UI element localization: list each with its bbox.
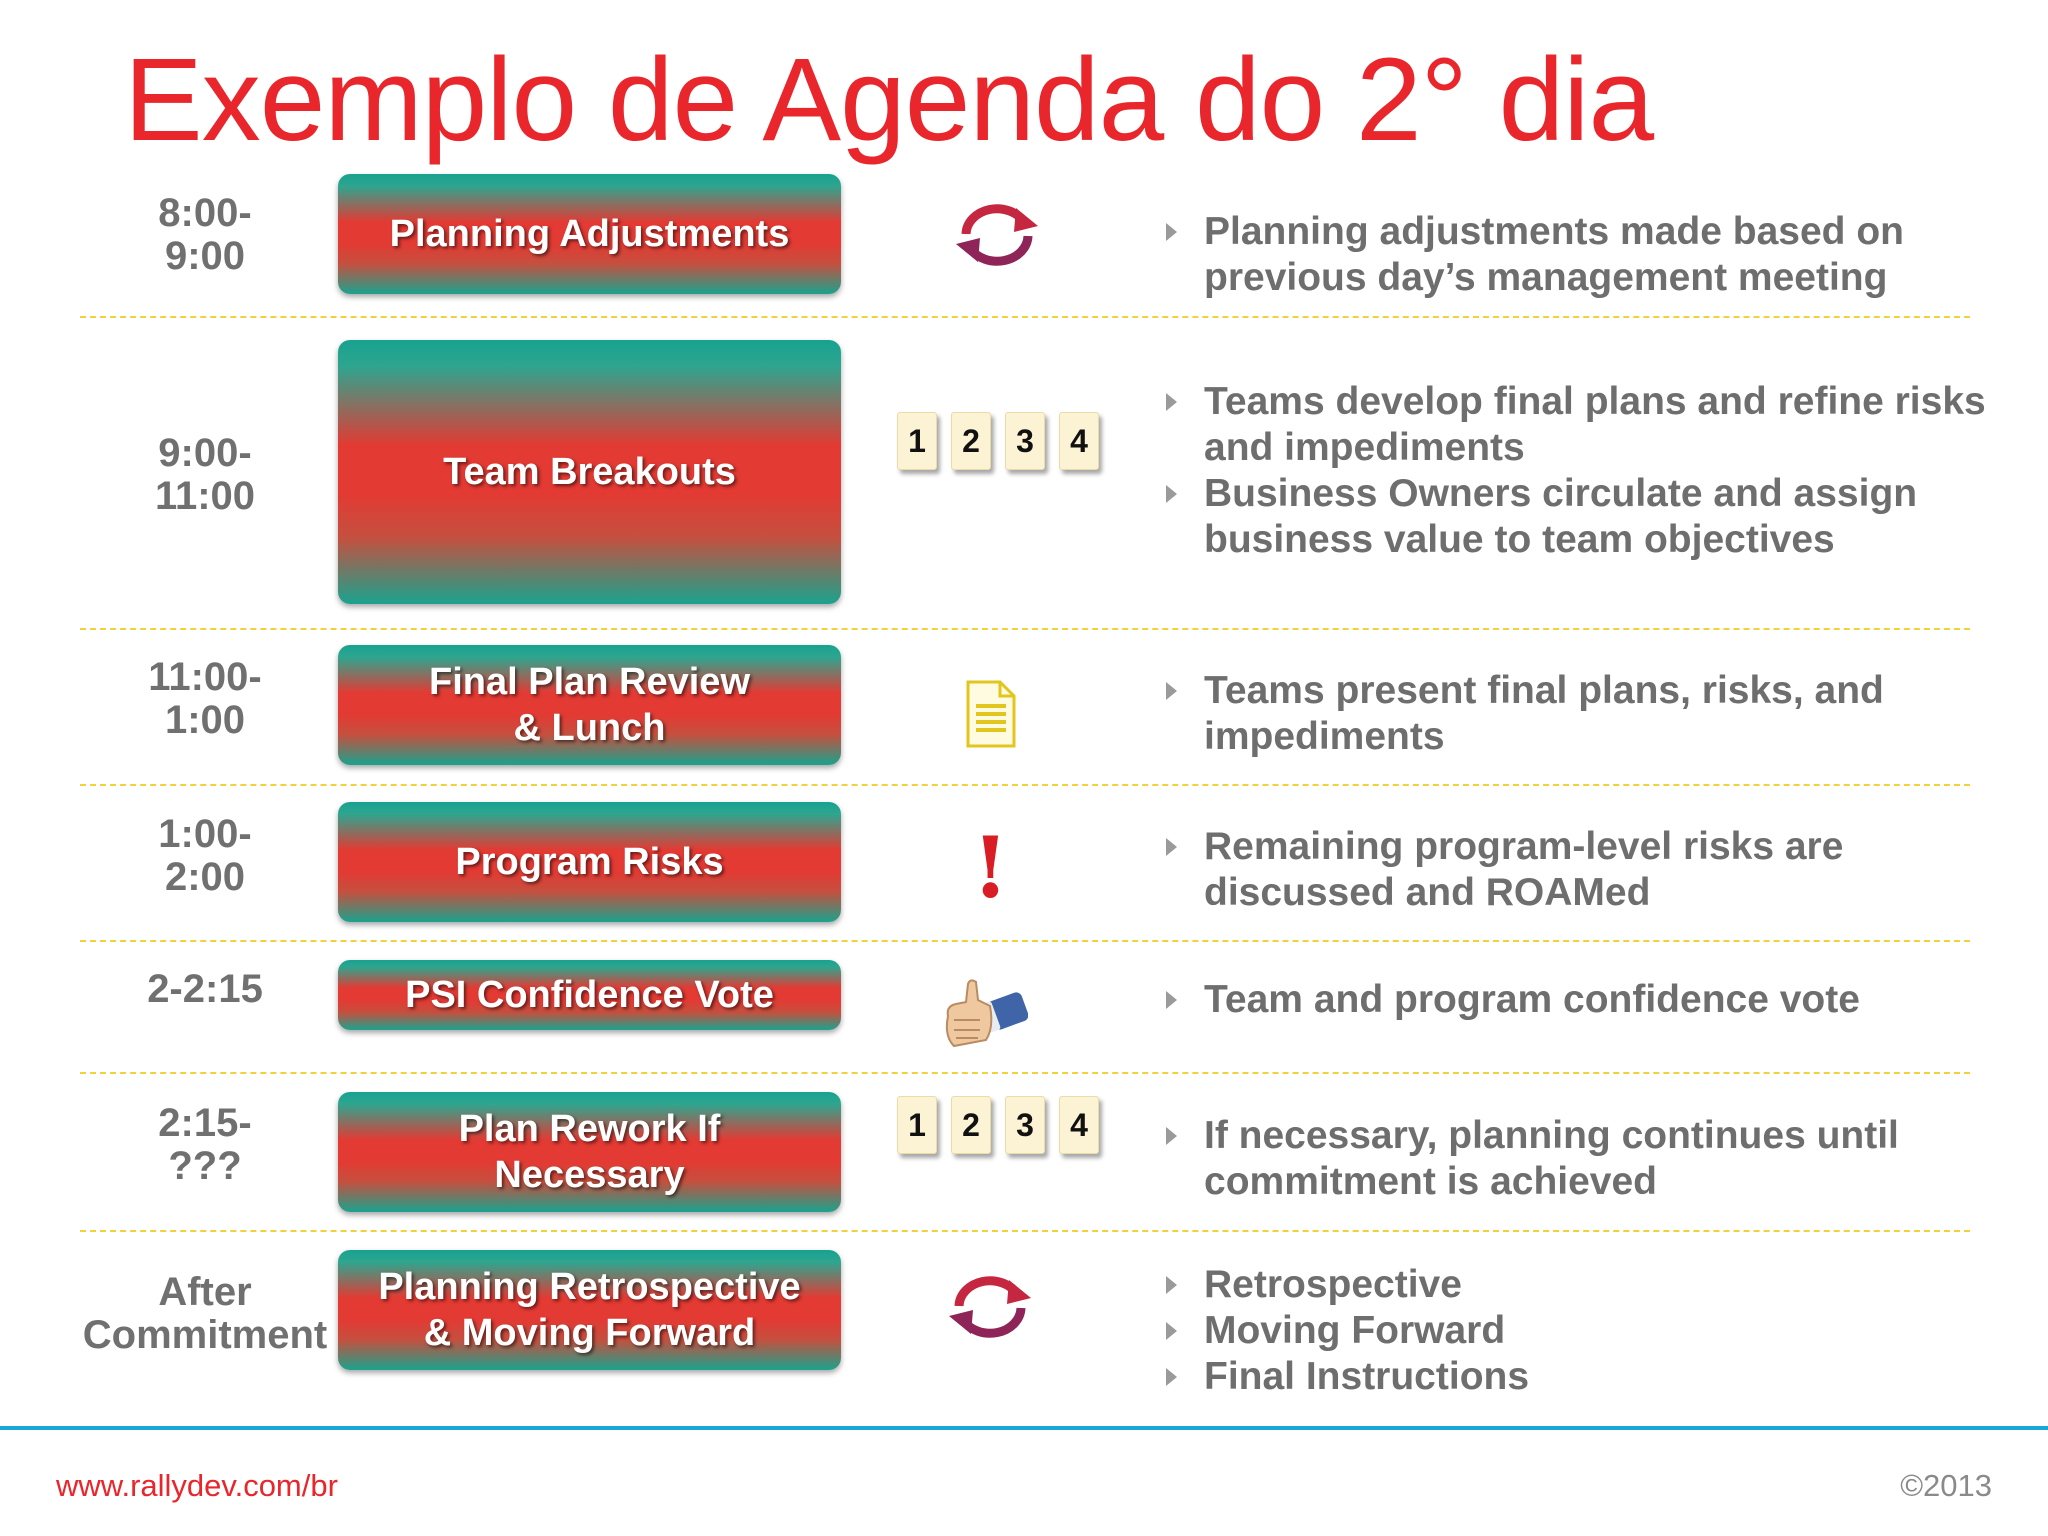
footer-url-link[interactable]: www.rallydev.com/br (56, 1468, 338, 1503)
time-slot: 2-2:15 (147, 967, 263, 1011)
description-list (1160, 977, 2040, 1023)
bullet-item: Planning adjustments made based on previous day’s management meeting (1160, 209, 2040, 301)
time-slot: 1:00- 2:00 (158, 812, 252, 899)
session-box: Program Risks (338, 802, 841, 922)
bullet-arrow-icon (1166, 485, 1177, 503)
bullet-arrow-icon (1166, 991, 1177, 1009)
tile: 2 (951, 412, 991, 470)
bullet-arrow-icon (1166, 1276, 1177, 1294)
bullet-arrow-icon (1166, 1368, 1177, 1386)
numbered-tiles-icon (897, 412, 1099, 470)
bullet-item: Final Instructions (1160, 1354, 2040, 1400)
bullet-item: Moving Forward (1160, 1308, 2040, 1354)
tile: 1 (897, 1096, 937, 1154)
bullet-arrow-icon (1166, 393, 1177, 411)
separator (80, 628, 1970, 630)
footer-divider (0, 1426, 2048, 1430)
time-slot: After Commitment (82, 1270, 328, 1357)
footer-copyright: ©2013 (1900, 1468, 1992, 1503)
bullet-item: Remaining program-level risks are discussed and ROAMed (1160, 824, 2040, 916)
description-list (1160, 824, 2040, 916)
separator (80, 1072, 1970, 1074)
tile: 1 (897, 412, 937, 470)
tile: 4 (1059, 412, 1099, 470)
bullet-item: Teams present final plans, risks, and impediments (1160, 668, 2040, 760)
document-icon (966, 680, 1016, 753)
description-list (1160, 1113, 2040, 1205)
bullet-item: Retrospective (1160, 1262, 2040, 1308)
time-slot: 9:00- 11:00 (154, 431, 256, 518)
bullet-item: Business Owners circulate and assign business value to team objectives (1160, 471, 2040, 563)
bullet-item: Team and program confidence vote (1160, 977, 2040, 1023)
cycle-arrows-icon (945, 1272, 1035, 1347)
separator (80, 1230, 1970, 1232)
time-slot: 8:00- 9:00 (158, 191, 252, 278)
separator (80, 784, 1970, 786)
session-box: Plan Rework If Necessary (338, 1092, 841, 1212)
page-title: Exemplo de Agenda do 2° dia (124, 34, 1654, 166)
tile: 3 (1005, 412, 1045, 470)
description-list (1160, 668, 2040, 760)
description-list (1160, 1262, 2040, 1400)
bullet-arrow-icon (1166, 838, 1177, 856)
session-box: Planning Adjustments (338, 174, 841, 294)
session-box: Final Plan Review & Lunch (338, 645, 841, 765)
time-slot: 11:00- 1:00 (148, 655, 262, 742)
separator (80, 940, 1970, 942)
numbered-tiles-icon (897, 1096, 1099, 1154)
session-box: Team Breakouts (338, 340, 841, 604)
tile: 4 (1059, 1096, 1099, 1154)
description-list (1160, 379, 2040, 563)
session-box: PSI Confidence Vote (338, 960, 841, 1030)
session-box: Planning Retrospective & Moving Forward (338, 1250, 841, 1370)
tile: 3 (1005, 1096, 1045, 1154)
tile: 2 (951, 1096, 991, 1154)
bullet-arrow-icon (1166, 1127, 1177, 1145)
time-slot: 2:15- ??? (158, 1101, 252, 1188)
bullet-item: Teams develop final plans and refine risks and impediments (1160, 379, 2040, 471)
cycle-arrows-icon (952, 200, 1042, 275)
bullet-arrow-icon (1166, 1322, 1177, 1340)
separator (80, 316, 1970, 318)
bullet-item: If necessary, planning continues until commitment is achieved (1160, 1113, 2040, 1205)
bullet-arrow-icon (1166, 682, 1177, 700)
description-list (1160, 209, 2040, 301)
bullet-arrow-icon (1166, 223, 1177, 241)
thumbs-up-icon (940, 976, 1028, 1057)
exclamation-icon: ! (972, 818, 1009, 917)
